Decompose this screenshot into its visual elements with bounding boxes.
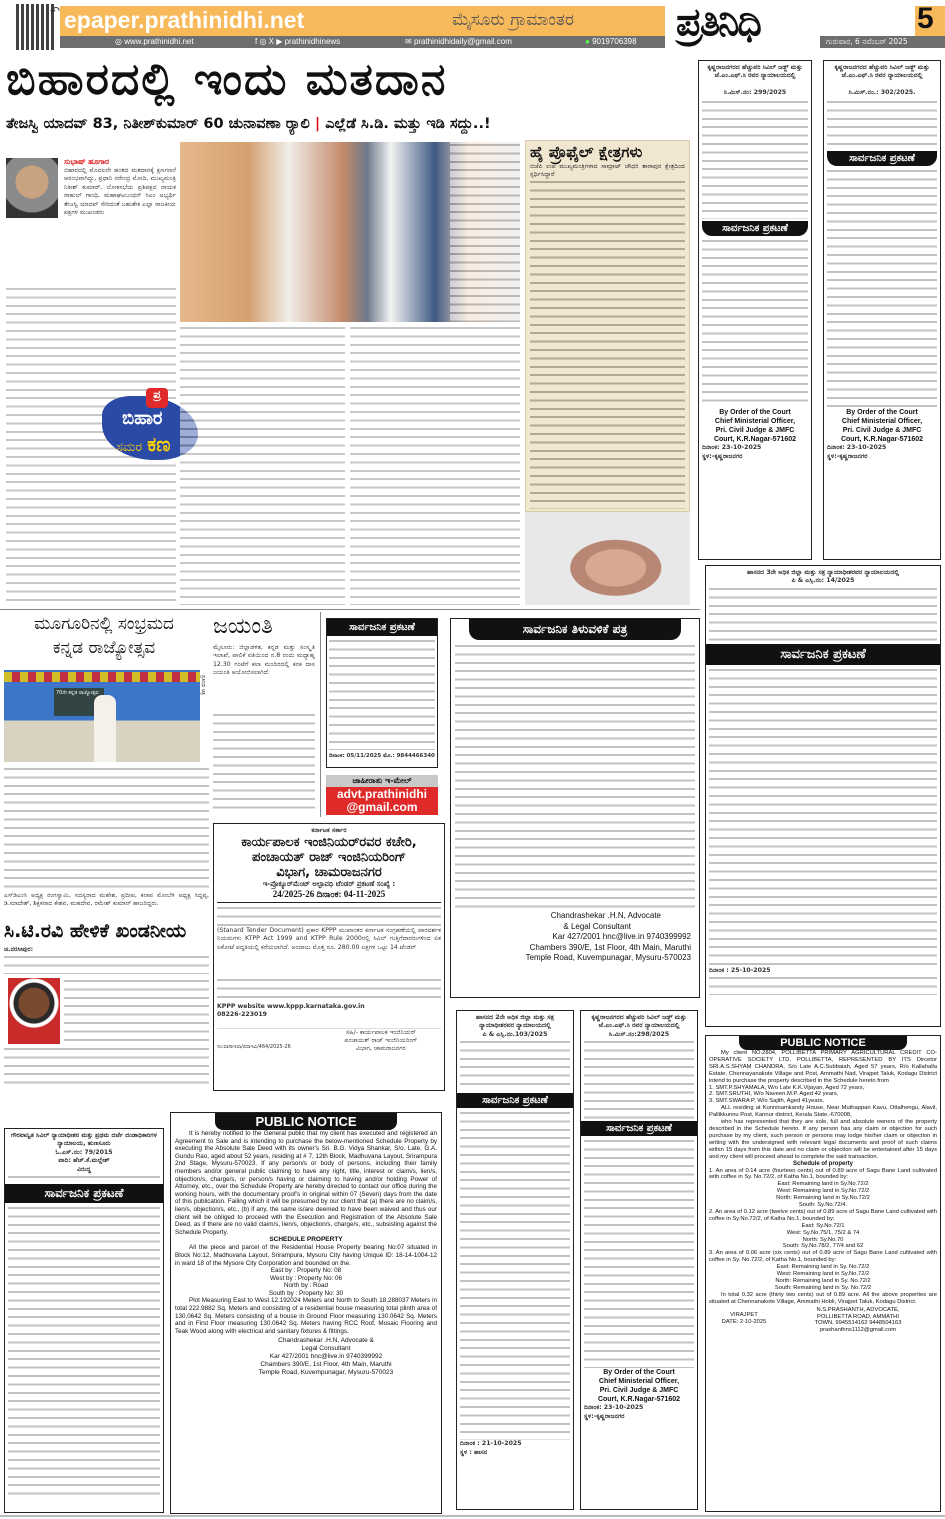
- tender-sign-2: ಪಂಚಾಯತ್ ರಾಜ್ ಇಂಜಿನಿಯರಿಂಗ್: [344, 1037, 418, 1045]
- public-notice-right-item2: 2. An area of 0.12 acre (twelve cents) out of 0.89 acre of Sagu Bane Land cultivated with coffee in Sy.No.72/2, of Katha No.1, bounded by:: [709, 1208, 937, 1222]
- public-notice-right-item3-bounds-1: West: Remaining land in Sy.No.72/2: [776, 1271, 870, 1278]
- hassan-notice-date: ದಿನಾಂಕ : 25-10-2025: [709, 966, 771, 974]
- court-notices-top-0-order: By Order of the Court: [719, 409, 791, 417]
- public-notice-pollibetta: [705, 1035, 941, 1512]
- layout-block: [116, 432, 170, 456]
- layout-block: [709, 1223, 937, 1251]
- high-profile-sidebar: [525, 140, 690, 512]
- public-notice-right-item1-bounds-2: North: Remaining land in Sy.No.72/2: [776, 1195, 870, 1202]
- court-notice-298: [580, 1010, 698, 1510]
- layout-block: [709, 1264, 937, 1292]
- lead-subhead-left: ತೇಜಸ್ವಿ ಯಾದವ್ 83, ನಿತೀಶ್‌ಕುಮಾರ್ 60 ಚುನಾವಣಾ ರ್‍ಯಾಲಿ: [6, 116, 310, 132]
- page-number: 5: [917, 2, 934, 35]
- public-notice-right-advocate-2: TOWN, 9945514162 9448504163: [814, 1320, 902, 1327]
- tender-ref: ಸಂ:ವಾಸಾಇಲಾ/ಪರಾಇವಿ/464/2025-26: [217, 1043, 291, 1050]
- story2-headline-2: ಕನ್ನಡ ರಾಜ್ಯೋತ್ಸವ: [52, 638, 156, 658]
- public-notice-right-item2-bounds-2: North: Sy.No.70: [802, 1236, 844, 1243]
- lead-logo-line2a: ಸಮರ: [116, 440, 143, 455]
- court-notices-top-1-place: Court, K.R.Nagar-571602: [840, 436, 924, 444]
- layout-block: [709, 1307, 779, 1335]
- layout-block: [255, 37, 340, 46]
- public-notice-right-item1-bounds-1: West: Remaining land in Sy.No.72/2: [776, 1188, 870, 1195]
- court-notice-302: [823, 60, 941, 560]
- court-notices-top-0-title: ಸಾರ್ವಜನಿಕ ಪ್ರಕಟಣೆ: [702, 221, 808, 236]
- public-notice-right-advocate-0: N.S.PRASHANTH, ADVOCATE,: [816, 1306, 900, 1313]
- layout-block: [827, 168, 937, 408]
- tender-title-1: ಕಾರ್ಯಪಾಲಕ ಇಂಜಿನಿಯರ್‌ರವರ ಕಚೇರಿ,: [241, 835, 417, 851]
- layout-block: [530, 179, 685, 509]
- court-notice-299: [698, 60, 812, 560]
- court-notices-top-1-officer: Chief Ministerial Officer,: [841, 418, 923, 426]
- court-notices-top-1-judge: Pri. Civil Judge & JMFC: [842, 427, 922, 435]
- layout-block: [827, 99, 937, 149]
- public-notice-en-title: PUBLIC NOTICE: [215, 1113, 397, 1130]
- story2-body: [4, 766, 209, 892]
- lead-intro: ಬಿಹಾರದಲ್ಲಿ ಮೊದಲನೇ ಹಂತದ ಮತದಾನಕ್ಕೆ ಕ್ಷಣಗಣನೆ ಆರಂಭವಾಗಿದ್ದು, ಪ್ರಧಾನಿ ನರೇಂದ್ರ ಮೋದಿ, ಮುಖ್ಯಮಂತ್ರಿ ನಿತೀಶ್ ಕುಮಾರ್, ಲೋಕಸಭೆಯ ಪ್ರತಿಪಕ್ಷದ ನಾಯಕ ರಾಹುಲ್ ಗಾಂಧಿ, ಮಹಾಘಟಬಂಧನ್ ಸಿಎಂ ಅಭ್ಯರ್ಥಿ ತೇಜಸ್ವಿ ಯಾದವ್ ಸೇರಿದಂತೆ ಬಹುತೇಕ ಎಲ್ಲಾ ರಾಜಕೀಯ ಪಕ್ಷಗಳ ಮುಖಂಡರು: [64, 167, 176, 217]
- lead-body-col-top: [450, 142, 520, 322]
- bottom-mid-notices-0-case: ಪಿ & ಎಸ್ಸಿ.ನಂ.103/2025: [482, 1030, 548, 1038]
- site-url[interactable]: epaper.prathinidhi.net: [64, 7, 305, 33]
- layout-block: [321, 1029, 441, 1054]
- public-notice-en-bounds-0: East by : Property No: 08: [270, 1267, 342, 1275]
- sidebar-title: ಹೈ ಪ್ರೊಫೈಲ್ ಕ್ಷೇತ್ರಗಳು: [530, 143, 643, 161]
- lead-logo-top: ಪ್ರ: [146, 388, 168, 408]
- court-notices-top-0-case: ಸಿ.ಮಿಸ್.ನಂ: 299/2025: [723, 89, 787, 96]
- layout-block: [584, 1368, 694, 1404]
- ad-email-line2: @gmail.com: [346, 800, 418, 814]
- ad-email-line1: advt.prathinidhi: [337, 787, 427, 801]
- tender-notice: [213, 823, 445, 1091]
- tilivalike-title: ಸಾರ್ವಜನಿಕ ತಿಳುವಳಿಕೆ ಪತ್ರ: [469, 619, 681, 640]
- layout-block: [827, 408, 937, 444]
- tender-body: (Stanard Tender Document) ಪ್ರಕಾರ KPPP ಮುಖಾಂತರ ಕರ್ನಾಟಕ ಸಂಗ್ರಹಣೆಯಲ್ಲಿ ಪಾರದರ್ಶಕ ನಿಯಮಗಳು KTPP Act 1999 and KTPP Rule 2000ರಲ್ಲಿ ಸಿವಿಲ್ ಗುತ್ತಿಗೆದಾರರುಗಳಿಂದ ಏಕ ಲಕೋಟೆ ಪದ್ಧತಿಯಲ್ಲಿ ಕರೆಯಲಾಗಿದೆ. ಅಂದಾಜು ಮೊತ್ತ ರೂ. 280.00 ಲಕ್ಷಗಳ ಒಟ್ಟು 14 ಟೆಂಡರ್: [217, 926, 441, 951]
- layout-block: [709, 1307, 937, 1335]
- small-public-notice: [326, 618, 438, 768]
- public-notice-right-item3-bounds-0: East: Remaining land in Sy. No.72/2: [776, 1264, 870, 1271]
- court-notices-top-0-officer: Chief Ministerial Officer,: [714, 418, 796, 426]
- layout-block: [820, 6, 915, 36]
- layout-block: [584, 1039, 694, 1119]
- layout-block: [115, 37, 194, 46]
- hassan-court-notice: [705, 565, 941, 1027]
- bottom-mid-notices-1-location: ಸ್ಥಳ:-ಕೃಷ್ಣರಾಜನಗರ: [584, 1412, 625, 1420]
- court-notices-top-1-title: ಸಾರ್ವಜನಿಕ ಪ್ರಕಟಣೆ: [827, 151, 937, 166]
- jayanthi-headline: ಜಯಂತಿ: [213, 614, 273, 639]
- bottom-mid-notices-1-case: ಸಿ.ಮಿಸ್.ನಂ:298/2025: [608, 1030, 670, 1038]
- story3-body-3: [4, 1046, 209, 1084]
- public-notice-right-claim: who has represented that they are sole, full and absolute owners of the property described in the Schedule hereto. If any person has any claim or objection for such purchase by my client, such person or persons may lodge his/her claim or objection in writing with the undersigned with relevant legal documents and proof of such claims within 15 days from this date and no claim or objection will be entertained after 15 days and my client will proceed ahead to complete the said transaction.: [709, 1119, 937, 1160]
- public-notice-right-item1-bounds-3: South: Sy.No.72/4.: [798, 1202, 848, 1209]
- layout-block: [779, 1307, 937, 1335]
- story2-headline-1: ಮೂಗೂರಿನಲ್ಲಿ ಸಂಭ್ರಮದ: [34, 614, 174, 634]
- edition-name: ಮೈಸೂರು ಗ್ರಾಮಾಂತರ: [452, 10, 574, 30]
- court-notices-top-1-date: ದಿನಾಂಕ: 23-10-2025: [827, 444, 887, 452]
- bottom-left-notice-court: ಗೌರವಾನ್ವಿತ ಸಿವಿಲ್ ನ್ಯಾಯಾಧೀಶರ ಮತ್ತು ಪ್ರಥಮ ದರ್ಜೆ ದಂಡಾಧಿಕಾರಿಗಳ ನ್ಯಾಯಾಲಯ, ಹುಣಸೂರು: [10, 1132, 158, 1148]
- subhead-separator: |: [314, 116, 321, 132]
- ad-email-address[interactable]: [326, 787, 438, 815]
- bottom-mid-notices-1-officer: Chief Ministerial Officer,: [598, 1378, 680, 1386]
- author-photo: [6, 158, 58, 218]
- tilivalike-signer-1: & Legal Consultant: [563, 921, 631, 931]
- voting-finger-photo: [525, 512, 690, 605]
- layout-block: [175, 1267, 437, 1297]
- globe-icon: ◎: [115, 37, 122, 46]
- layout-block: [709, 1085, 937, 1106]
- layout-block: [8, 1174, 160, 1182]
- ad-email-label: ಜಾಹೀರಾತು ಇ-ಮೇಲ್: [326, 775, 438, 787]
- tilivalike-signer-4: Temple Road, Kuvempunagar, Mysuru-570023: [525, 953, 691, 962]
- photo-credit: ಪ್ರತಿನಿಧಿ ಚಿತ್ರ: [200, 675, 206, 695]
- logo: ಪ್ರತಿನಿಧಿ: [676, 0, 760, 44]
- public-notice-en-signer-0: Chandrashekar .H.N, Advocate &: [278, 1337, 374, 1345]
- ad-email-box: [326, 775, 438, 818]
- story2-closing: ಎಸ್‌ಡಿಎಂಸಿ ಅಧ್ಯಕ್ಷ ರಂಗಸ್ವಾಮಿ, ಸದಸ್ಯರಾದ ಮಹೇಶ, ಪ್ರದೀಪ, ಕನಾಪ ಮೋಬೆಳಿ ಅಧ್ಯಕ್ಷ ಸಿದ್ದಪ್ಪ, ಡಿ.ಮಾದೇಶ್, ಶಿಕ್ಷಕರಾದ ಕೇಶವ, ಮಹದೇವ, ರಮೇಶ್ ಕುಮಾರ್ ಹಾಜರಿದ್ದರು.: [4, 892, 209, 908]
- tender-title-2: ಪಂಚಾಯತ್ ರಾಜ್ ಇಂಜಿನಿಯರಿಂಗ್: [251, 850, 406, 866]
- public-notice-en-signer-4: Temple Road, Kuvempunagar, Mysuru-570023: [258, 1369, 394, 1377]
- layout-block: [709, 975, 937, 995]
- bottom-mid-notices-0-date: ದಿನಾಂಕ : 21-10-2025: [460, 1440, 522, 1448]
- jayanthi-body: [213, 712, 315, 810]
- hassan-notice-103: [456, 1010, 574, 1510]
- layout-block: [217, 905, 441, 927]
- mail-icon: ✉: [405, 37, 412, 46]
- layout-block: [8, 1205, 160, 1495]
- public-notice-right-item1: 1. An area of 0.14 acre (fourteen cents) out of 0.89 acre of Sagu Bane Land cultivated with coffee in Sy. No.72/2, of Katha No.1, bounded by:: [709, 1167, 937, 1181]
- tilivalike-signer-3: Chambers 390/E, 1st Floor, 4th Main, Maruthi: [529, 942, 691, 952]
- court-notices-top-0-date: ದಿನಾಂಕ: 23-10-2025: [702, 444, 762, 452]
- public-notice-en-signer-1: Legal Consultant: [301, 1345, 351, 1353]
- layout-block: [4, 672, 200, 682]
- layout-block: [6, 116, 686, 132]
- jayanthi-text: ಮೈಸೂರು: ಜಿಲ್ಲಾಡಳಿತ, ಕನ್ನಡ ಮತ್ತು ಸಂಸ್ಕೃತಿ ಇಲಾಖೆ, ಪಾಲಿಕೆ ವತಿಯಿಂದ ನ.8 ರಂದು ಮಧ್ಯಾಹ್ನ 12.30 ಗಂಟೆಗೆ ಕಲಾ ಮಂದಿರದಲ್ಲಿ ಕನಕ ದಾಸ ಜಯಂತಿ ಆಯೋಜಿಸಲಾಗಿದೆ.: [213, 644, 315, 677]
- public-notice-right-item2-bounds-0: East: Sy.No.72/1: [801, 1222, 845, 1229]
- layout-block: [320, 612, 321, 817]
- small-notice-date-line: ದಿನಾಂಕ: 05/11/2025 ಮೊ.: 9844466340: [329, 753, 435, 759]
- tender-title-3: ವಿಭಾಗ, ಚಾಮರಾಜನಗರ: [276, 865, 382, 881]
- hunsur-court-notice: [4, 1128, 164, 1513]
- bottom-left-notice-case: ಓ.ಎಸ್.ನಂ: 79/2015: [55, 1148, 113, 1156]
- rajyotsava-photo: [4, 670, 200, 762]
- bottom-mid-notices-0-location: ಸ್ಥಳ : ಹಾಸನ: [460, 1448, 488, 1456]
- court-notices-top-1-case: ಸಿ.ಮಿಸ್.ನಂ.: 302/2025.: [848, 89, 916, 96]
- public-notice-right-item2-bounds-3: South: Sy.No.78/2, 77/4 and 62: [782, 1243, 864, 1250]
- public-notice-en-measure: Plot Measuring East to West 12.192024 Meters and North to South 18.288037 Meters in total 222.9882 Sq. Meters and consisting of a residential house measuring total plinth area of 130.0642 Sq. Meters consisting of a house in Ground Floor measuring 130.0642 Sq. Meters and in First Floor measuring 130.0642 Sq. Meters having RCC Roof, Mosaic Flooring and Teak Wood along with electrical and sanitary fixtures & fittings.: [175, 1297, 437, 1335]
- qr-arrow-icon: ↶: [50, 4, 61, 18]
- tender-gov: ಕರ್ನಾಟಕ ಸರ್ಕಾರ: [311, 827, 347, 834]
- public-notice-en-bounds-2: North by : Road: [283, 1282, 329, 1290]
- public-notice-right-sellers-1: 2. SMT.SRUTHI, W/o Naveen.M.P. Aged 42 years,: [709, 1091, 839, 1098]
- layout-block: [460, 1039, 570, 1091]
- sidebar-text: ಬಿಜೆಪಿ ಉಪ ಮುಖ್ಯಮಂತ್ರಿಗಳಾದ ಸಾಮ್ರಾಟ್ ಚೌಧರಿ ತಾರಾಪುರ ಕ್ಷೇತ್ರದಿಂದ ಸ್ಪರ್ಧಿಸಿದ್ದಾರೆ: [530, 163, 685, 179]
- hassan-notice-case: ಪಿ & ಎಸ್ಸಿ.ನಂ: 14/2025: [791, 577, 855, 585]
- court-notices-top-1-court: ಕೃಷ್ಣರಾಜನಗರದ ಹೆಚ್ಚುವರಿ ಸಿವಿಲ್ ಜಡ್ಜ್ ಮತ್ತು ಜೆ.ಎಂ.ಎಫ್.ಸಿ ರವರ ನ್ಯಾಯಾಲಯದಲ್ಲಿ: [834, 64, 930, 80]
- author-byline: ಸುಭಾಷ್ ಹೂಗಾರ: [64, 157, 109, 166]
- website-link[interactable]: www.prathinidhi.net: [124, 37, 194, 46]
- layout-block: [702, 408, 808, 444]
- lead-subhead-right: ಎಲ್ಲೆಡೆ ಸಿ.ಡಿ. ಮತ್ತು ಇಡಿ ಸದ್ದು..!: [325, 116, 491, 132]
- tilivalike-signer-2: Kar 427/2001 hnc@live.in 9740399992: [552, 932, 691, 941]
- layout-block: [584, 1138, 694, 1368]
- story3-dateline: ಚಿ.ನರಸೀಪುರ:: [4, 946, 34, 953]
- lead-logo-line1: ಬಿಹಾರ: [122, 408, 163, 429]
- public-notice-right-body: My client NO.2804, POLLIBETTA PRIMARY AGRICULTURAL CREDIT CO-OPERATIVE SOCIETY LTD, POLLIBETTA, REPRESENTED BY ITS Dircetor SRI.A.S.SHYAM CHANDRA, S/o Late A.C.Subbaiah, Aged 57 years, R/o Kallahalla Estate, Chennayanakote Village and Post, Ammathi Nad, Virajpet Taluk, Kodagu District intend to purchase the property described in the Schedule hereto from: [709, 1050, 937, 1084]
- hassan-notice-title: ಸಾರ್ವಜನಿಕ ಪ್ರಕಟಣೆ: [706, 644, 940, 665]
- public-notice-en-body: It is hereby notified to the General public that my client has executed and registered an Agreement to Sale and is intending to purchase the below-mentioned Schedule Property by executing the Absolute Sale Deed with its owner's Sri. B.G. Vidya Shankar, S/o. Late. G.A. Gundu Rao, aged about 52 years, residing at # 7, 12th Block, Madhuvana Layout, Srirampura 2nd Stage, Mysuru-570023. If any person/s or body of persons, including their family members and/or general public claiming to have any right, title, interest or claim/s, lien/s, objection/s, charge/s, or person/s having or claiming to having and/or holding Power of Attorney, etc., over the Schedule Property are hereby directed to contact our office during the working hours, with the documentary proof's in original within 07 (Seven) days from the date of this publication. Failing which it will be presumed by our client that (a) there are no claim/s, lien/s, objection/s, etc., (b) if any, the same is/are deemed to have been waived and thus our client will be obliged to proceed with the Execution and Registration of the Absolute Sale Deed, as if there are no valid claim/s, lien/s, objection/s, charge/s, etc., subsisting against the Schedule Property.: [175, 1130, 437, 1236]
- bottom-mid-notices-0-court: ಹಾಸನದ 2ನೇ ಅಧಿಕ ಜಿಲ್ಲಾ ಮತ್ತು ಸತ್ರ ನ್ಯಾಯಾಧೀಶರವರ ನ್ಯಾಯಾಲಯದಲ್ಲಿ: [475, 1014, 555, 1030]
- public-notice-en-signer-3: Chambers 390/E, 1st Floor, 4th Main, Maruthi: [260, 1361, 392, 1369]
- layout-block: [709, 586, 937, 642]
- masthead: [0, 0, 945, 50]
- public-notice-right-schedule-title: Schedule of property: [792, 1160, 853, 1167]
- public-notice-en-signer-2: Kar 427/2001 hnc@live.in 9740399992: [269, 1353, 383, 1361]
- public-notice-right-item3-bounds-2: North: Remaining land in Sy. No.72/2: [775, 1278, 871, 1284]
- hassan-notice-court: ಹಾಸನದ 3ನೇ ಅಧಿಕ ಜಿಲ್ಲಾ ಮತ್ತು ಸತ್ರ ನ್ಯಾಯಾಧೀಶರವರ ನ್ಯಾಯಾಲಯದಲ್ಲಿ: [746, 569, 900, 576]
- whatsapp-icon: ●: [585, 37, 590, 46]
- tender-sign-1: ಸಹಿ/- ಕಾರ್ಯಪಾಲಕ ಇಂಜಿನಿಯರ್: [346, 1028, 416, 1036]
- lead-body-col3: [350, 325, 520, 605]
- section-divider: [0, 609, 700, 610]
- bottom-mid-notices-1-date: ದಿನಾಂಕ: 23-10-2025: [584, 1404, 644, 1412]
- bottom-left-notice-party: ವಾದಿ: ಹೆಚ್.ಕೆ.ಮಲ್ಲೇಶ್: [58, 1157, 110, 1165]
- small-notice-title: ಸಾರ್ವಜನಿಕ ಪ್ರಕಟಣೆ: [327, 619, 437, 636]
- layout-block: [585, 37, 637, 46]
- tender-website: KPPP website www.kppp.karnataka.gov.in: [217, 1002, 365, 1010]
- page-bottom-rule: [0, 1515, 945, 1517]
- layout-block: [329, 638, 435, 750]
- public-notice-right-advocate-1: POLLIBETTA ROAD, AMMATHI: [817, 1313, 899, 1320]
- layout-block: [94, 695, 116, 762]
- public-notice-right-item1-bounds-0: East: Remaining land in Sy.No.72/2: [777, 1181, 869, 1188]
- bottom-mid-notices-1-place: Court, K.R.Nagar-571602: [597, 1396, 681, 1404]
- bottom-mid-notices-1-judge: Pri. Civil Judge & JMFC: [599, 1387, 679, 1395]
- public-notice-right-sellers-2: 3. SMT.SWARA P, W/o Sajith, Aged 41years,: [709, 1098, 825, 1105]
- story3-body-2: [64, 978, 209, 1044]
- bottom-left-notice-title: ಸಾರ್ವಜನಿಕ ಪ್ರಕಟಣೆ: [5, 1184, 163, 1203]
- layout-block: [217, 1028, 441, 1054]
- layout-block: [175, 1337, 437, 1377]
- story3-headline: ಸಿ.ಟಿ.ರವಿ ಹೇಳಿಕೆ ಖಂಡನೀಯ: [4, 920, 187, 942]
- tender-number: 24/2025-26 ದಿನಾಂಕ: 04-11-2025: [217, 889, 441, 903]
- layout-block: [405, 37, 512, 46]
- tender-phone: 08226-223019: [217, 1011, 267, 1019]
- ct-ravi-photo: [8, 978, 60, 1044]
- bottom-left-notice-vs: ವಿರುದ್ಧ: [77, 1165, 91, 1173]
- public-notice-en-bounds-1: West by : Property No: 06: [270, 1274, 342, 1282]
- layout-block: [702, 238, 808, 408]
- layout-block: [702, 99, 808, 219]
- public-notice-right-title: PUBLIC NOTICE: [739, 1036, 907, 1050]
- bottom-mid-notices-1-court: ಕೃಷ್ಣರಾಜನಗರದ ಹೆಚ್ಚುವರಿ ಸಿವಿಲ್ ಜಡ್ಜ್ ಮತ್ತು ಜೆ.ಎಂ.ಎಫ್.ಸಿ ರವರ ನ್ಯಾಯಾಲಯದಲ್ಲಿ: [591, 1014, 687, 1030]
- public-notice-right-item3: 3. An area of 0.06 acre (six cents) out of 0.89 acre of Sagu Bane Land cultivated with coffee in Sy. No.72/2, of Katha No.1, bounded by:: [709, 1250, 937, 1264]
- bottom-mid-notices-0-title: ಸಾರ್ವಜನಿಕ ಪ್ರಕಟಣೆ: [457, 1093, 573, 1108]
- public-notice-right-total: In total 0.32 acre (thirty two cents) out of 0.89 acre. All the above properties are situated at Chennanakote Village, Ammathi Hobli, Virajpet Taluk, Kodagu District.: [709, 1291, 937, 1305]
- social-icons: f ◎ X ▶: [255, 37, 283, 46]
- public-notice-right-residing: ALL residing at Kunninamkandy House, Near Muthappan Kavu, Ottalhengu, Alavil, Pallikkunnu Post, Kannur district, Kerala State.-670008,: [709, 1105, 937, 1119]
- public-notice-right-item3-bounds-3: South: Remaining land in Sy. No.72/2: [774, 1284, 872, 1291]
- qr-code[interactable]: [16, 4, 54, 50]
- public-notice-en-schedule: All the piece and parcel of the Residential House Property bearing No:07 situated in Block No:12, Madhuvana Layout, Srirampura, Mysuru City having Unique ID: 18-14-1004-12 in ward 18 of the Mysore City Corporation and bounded on the.: [175, 1244, 437, 1267]
- layout-block: [455, 911, 695, 964]
- public-notice-right-item2-bounds-1: West: Sy.No.75/1, 75/2 & 74: [786, 1229, 860, 1236]
- story3-body: [4, 954, 209, 974]
- court-notices-top-0-judge: Pri. Civil Judge & JMFC: [715, 427, 795, 435]
- layout-block: [455, 643, 695, 911]
- email-link[interactable]: prathinidhidaily@gmail.com: [413, 37, 512, 46]
- story2-banner-text: 70ನೇ ಕನ್ನಡ ರಾಜ್ಯೋತ್ಸವ: [54, 688, 104, 716]
- bottom-mid-notices-1-order: By Order of the Court: [603, 1369, 675, 1377]
- social-handle[interactable]: prathinidhinews: [284, 37, 341, 46]
- public-notice-right-place: VIRAJPET: [730, 1311, 758, 1318]
- tender-subtitle: ಇ-ಪ್ರೊಕ್ಯೂರ್‌ಮೆಂಟ್ ಅಲ್ಪಾವಧಿ ಟೆಂಡರ್ ಪ್ರಕಟಣೆ ಸಂಖ್ಯೆ :: [262, 880, 396, 889]
- public-notice-right-date: DATE: 2-10-2025: [721, 1318, 767, 1325]
- public-notice-right-sellers-0: 1. SMT.P.SHYAMALA, W/o Late K.K.Vijayan, Aged 72 years,: [709, 1084, 865, 1091]
- tilivalike-signer-0: Chandrashekar .H.N, Advocate: [550, 911, 661, 920]
- court-notices-top-0-location: ಸ್ಥಳ:-ಕೃಷ್ಣರಾಜನಗರ: [702, 452, 743, 460]
- public-info-letter: [450, 618, 700, 998]
- layout-block: [709, 667, 937, 967]
- public-notice-mysuru: [170, 1112, 442, 1514]
- court-notices-top-0-place: Court, K.R.Nagar-571602: [713, 436, 797, 444]
- public-notice-right-advocate-3: prashanthns1112@gmail.com: [819, 1327, 897, 1334]
- lead-headline: ಬಿಹಾರದಲ್ಲಿ ಇಂದು ಮತದಾನ: [6, 54, 448, 105]
- layout-block: [217, 977, 441, 1003]
- layout-block: [460, 1110, 570, 1440]
- lead-logo-line2b: ಕಣ: [147, 432, 171, 456]
- court-notices-top-0-court: ಕೃಷ್ಣರಾಜನಗರದ ಹೆಚ್ಚುವರಿ ಸಿವಿಲ್ ಜಡ್ಜ್ ಮತ್ತು ಜೆ.ಎಂ.ಎಫ್.ಸಿ ರವರ ನ್ಯಾಯಾಲಯದಲ್ಲಿ: [707, 64, 803, 80]
- court-notices-top-1-order: By Order of the Court: [846, 409, 918, 417]
- phone-number[interactable]: 9019706398: [592, 37, 637, 46]
- bottom-mid-notices-1-title: ಸಾರ್ವಜನಿಕ ಪ್ರಕಟಣೆ: [581, 1121, 697, 1136]
- public-notice-en-bounds-3: South by : Property No: 30: [268, 1289, 344, 1297]
- tender-sign-3: ವಿಭಾಗ, ಚಾಮರಾಜನಗರ: [356, 1045, 406, 1053]
- court-notices-top-1-location: ಸ್ಥಳ:-ಕೃಷ್ಣರಾಜನಗರ: [827, 452, 868, 460]
- lead-body-col2: [180, 325, 345, 605]
- public-notice-en-schedule-title: SCHEDULE PROPERTY: [269, 1236, 343, 1244]
- layout-block: [709, 1181, 937, 1209]
- issue-date: ಗುರುವಾರ, 6 ನವೆಂಬರ್ 2025: [826, 37, 908, 46]
